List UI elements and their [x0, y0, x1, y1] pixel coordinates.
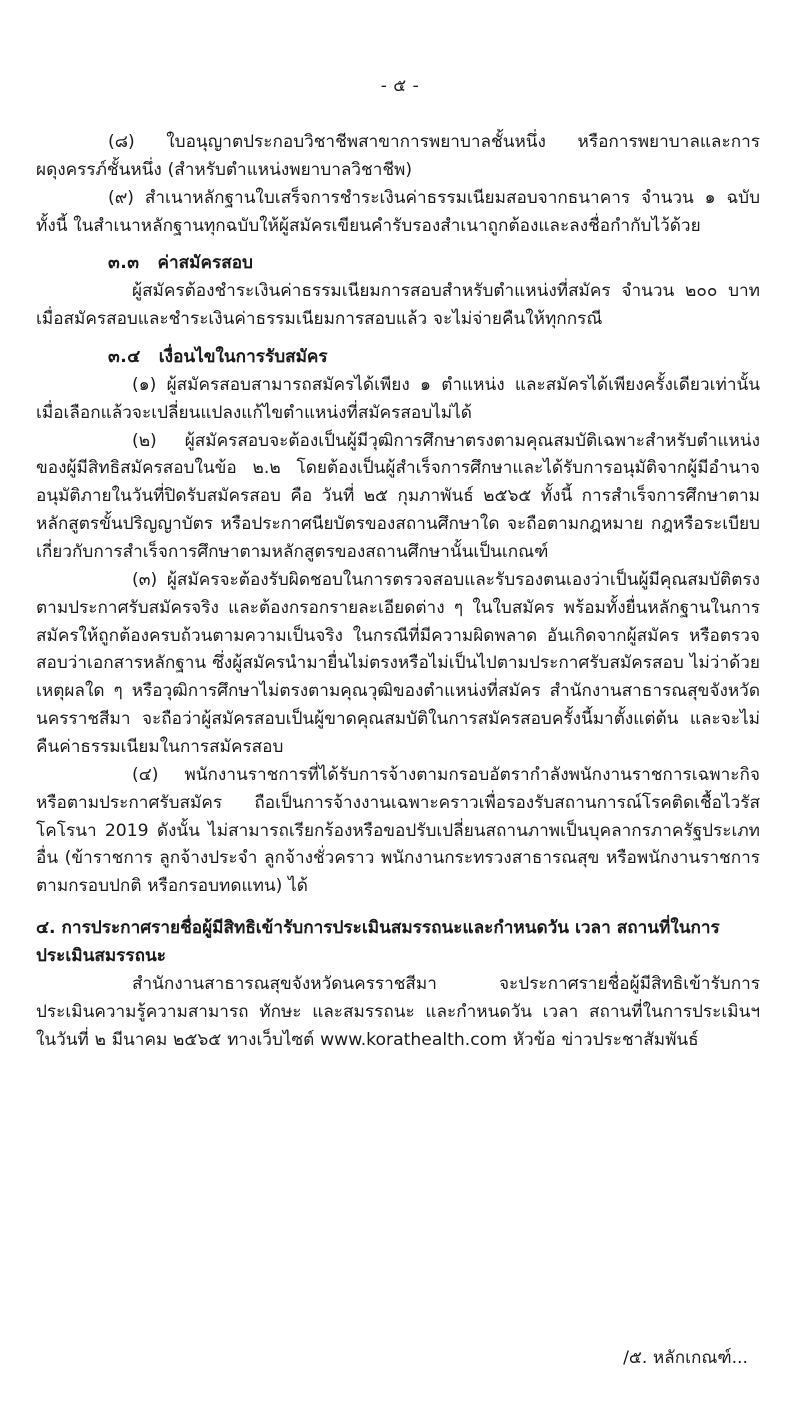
spacer	[36, 901, 760, 915]
heading-3-4-label: ๓.๔	[108, 347, 141, 368]
heading-section-4: ๔. การประกาศรายชื่อผู้มีสิทธิเข้ารับการประเมินสมรรถนะและกำหนดวัน เวลา สถานที่ในการประเมินสมรรถนะ	[36, 918, 720, 967]
spacer	[36, 240, 760, 250]
footer-catchword: /๕. หลักเกณฑ์...	[623, 1348, 748, 1368]
heading-3-4	[36, 344, 760, 372]
heading-3-3-title: ค่าสมัครสอบ	[157, 253, 253, 274]
document-body	[0, 129, 800, 1055]
heading-3-3-label: ๓.๓	[108, 253, 140, 274]
heading-3-3	[36, 250, 760, 278]
paragraph-condition-3: (๓) ผู้สมัครจะต้องรับผิดชอบในการตรวจสอบและรับรองตนเองว่าเป็นผู้มีคุณสมบัติตรงตามประกาศรับสมัครจริง และต้องกรอกรายละเอียดต่าง ๆ ในใบสมัคร พร้อมทั้งยื่นหลักฐานในการสมัครให้ถูกต้องครบถ้วนตามความเป็นจริง ในกรณีที่มีความผิดพลาด อันเกิดจากผู้สมัคร หรือตรวจสอบว่าเอกสารหลักฐาน ซึ่งผู้สมัครนำมายื่นไม่ตรงหรือไม่เป็นไปตามประกาศรับสมัครสอบ ไม่ว่าด้วยเหตุผลใด ๆ หรือวุฒิการศึกษาไม่ตรงตามคุณวุฒิของตำแหน่งที่สมัคร สำนักงานสาธารณสุขจังหวัดนครราชสีมา จะถือว่าผู้สมัครสอบเป็นผู้ขาดคุณสมบัติในการสมัครสอบครั้งนี้มาตั้งแต่ต้น และจะไม่คืนค่าธรรมเนียมในการสมัครสอบ	[36, 569, 760, 758]
paragraph-announcement: สำนักงานสาธารณสุขจังหวัดนครราชสีมา จะประกาศรายชื่อผู้มีสิทธิเข้ารับการประเมินความรู้ความสามารถ ทักษะ และสมรรถนะ และกำหนดวัน เวลา สถานที่ในการประเมินฯ ในวันที่ ๒ มีนาคม ๒๕๖๕ ทางเว็บไซต์ www.korathealth.com หัวข้อ ข่าวประชาสัมพันธ์	[36, 973, 760, 1050]
page-number: - ๕ -	[380, 76, 420, 96]
spacer	[36, 334, 760, 344]
heading-3-4-title: เงื่อนไขในการรับสมัคร	[158, 347, 328, 368]
paragraph-condition-2: (๒) ผู้สมัครสอบจะต้องเป็นผู้มีวุฒิการศึกษาตรงตามคุณสมบัติเฉพาะสำหรับตำแหน่งของผู้มีสิทธิสมัครสอบในข้อ ๒.๒ โดยต้องเป็นผู้สำเร็จการศึกษาและได้รับการอนุมัติจากผู้มีอำนาจอนุมัติภายในวันที่ปิดรับสมัครสอบ คือ วันที่ ๒๕ กุมภาพันธ์ ๒๕๖๕ ทั้งนี้ การสำเร็จการศึกษาตามหลักสูตรขั้นปริญญาบัตร หรือประกาศนียบัตรของสถานศึกษาใด จะถือตามกฎหมาย กฎหรือระเบียบเกี่ยวกับการสำเร็จการศึกษาตามหลักสูตรของสถานศึกษานั้นเป็นเกณฑ์	[36, 430, 760, 563]
paragraph-condition-1: (๑) ผู้สมัครสอบสามารถสมัครได้เพียง ๑ ตำแหน่ง และสมัครได้เพียงครั้งเดียวเท่านั้น เมื่อเลือกแล้วจะเปลี่ยนแปลงแก้ไขตำแหน่งที่สมัครสอบไม่ได้	[36, 374, 760, 423]
paragraph-item-8: (๘) ใบอนุญาตประกอบวิชาชีพสาขาการพยาบาลชั้นหนึ่ง หรือการพยาบาลและการผดุงครรภ์ชั้นหนึ่ง (สำหรับตำแหน่งพยาบาลวิชาชีพ)	[36, 132, 760, 180]
paragraph-item-9: (๙) สำเนาหลักฐานใบเสร็จการชำระเงินค่าธรรมเนียมสอบจากธนาคาร จำนวน ๑ ฉบับ ทั้งนี้ ในสำเนาหลักฐานทุกฉบับให้ผู้สมัครเขียนคำรับรองสำเนาถูกต้องและลงชื่อกำกับไว้ด้วย	[36, 187, 760, 236]
paragraph-fee: ผู้สมัครต้องชำระเงินค่าธรรมเนียมการสอบสำหรับตำแหน่งที่สมัคร จำนวน ๒๐๐ บาท เมื่อสมัครสอบและชำระเงินค่าธรรมเนียมการสอบแล้ว จะไม่จ่ายคืนให้ทุกกรณี	[36, 281, 760, 330]
paragraph-condition-4: (๔) พนักงานราชการที่ได้รับการจ้างตามกรอบอัตรากำลังพนักงานราชการเฉพาะกิจ หรือตามประกาศรับสมัคร ถือเป็นการจ้างงานเฉพาะคราวเพื่อรองรับสถานการณ์โรคติดเชื้อไวรัสโคโรนา 2019 ดังนั้น ไม่สามารถเรียกร้องหรือขอปรับเปลี่ยนสถานภาพเป็นบุคลากรภาครัฐประเภทอื่น (ข้าราชการ ลูกจ้างประจำ ลูกจ้างชั่วคราว พนักงานกระทรวงสาธารณสุข หรือพนักงานราชการตามกรอบปกติ หรือกรอบทดแทน) ได้	[36, 764, 760, 897]
